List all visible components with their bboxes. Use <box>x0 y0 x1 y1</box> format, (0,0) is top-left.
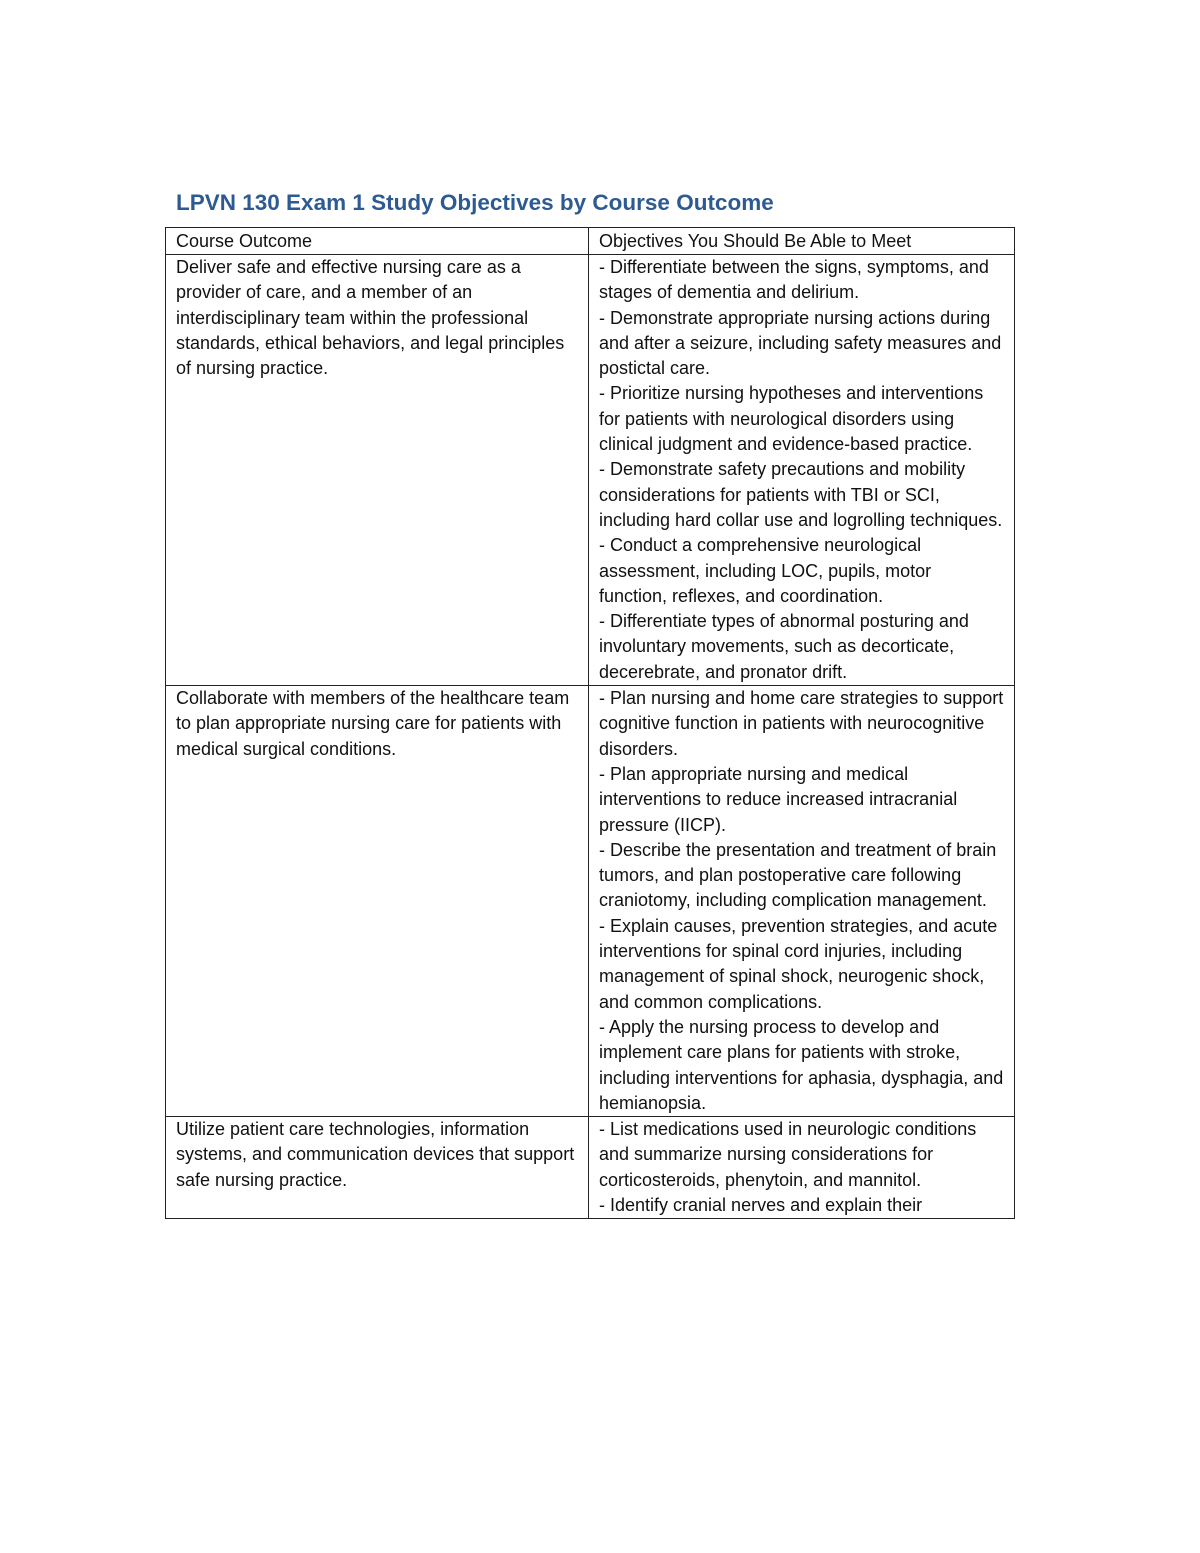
header-course-outcome: Course Outcome <box>166 228 589 255</box>
table-row <box>166 255 1015 686</box>
objective-item: - List medications used in neurologic conditions and summarize nursing considerations for corticosteroids, phenytoin, and mannitol. <box>599 1119 977 1190</box>
objective-item: - Explain causes, prevention strategies, and acute interventions for spinal cord injuries, including management of spinal shock, neurogenic shock, and common complications. <box>599 915 998 1012</box>
outcome-cell: Utilize patient care technologies, information systems, and communication devices that support safe nursing practice. <box>166 1117 589 1219</box>
objectives-cell <box>589 1117 1015 1219</box>
table-row <box>166 686 1015 1117</box>
objective-item: - Prioritize nursing hypotheses and interventions for patients with neurological disorders using clinical judgment and evidence-based practice. <box>599 383 984 455</box>
objective-item: - Demonstrate safety precautions and mobility considerations for patients with TBI or SCI, including hard collar use and logrolling techniques. <box>599 459 1003 530</box>
objectives-cell <box>589 255 1015 686</box>
objective-item: - Plan nursing and home care strategies to support cognitive function in patients with neurocognitive disorders. <box>599 688 1004 759</box>
objective-item: - Demonstrate appropriate nursing actions during and after a seizure, including safety measures and postictal care. <box>599 307 1002 379</box>
objectives-cell <box>589 686 1015 1117</box>
outcome-cell: Collaborate with members of the healthcare team to plan appropriate nursing care for patients with medical surgical conditions. <box>166 686 589 1117</box>
objective-item: - Differentiate between the signs, symptoms, and stages of dementia and delirium. <box>599 257 989 303</box>
table-row <box>166 1117 1015 1219</box>
header-objectives: Objectives You Should Be Able to Meet <box>589 228 1015 255</box>
table-header-row <box>166 228 1015 255</box>
objective-item: - Describe the presentation and treatment of brain tumors, and plan postoperative care following craniotomy, including complication management. <box>599 839 997 911</box>
objective-item: - Conduct a comprehensive neurological assessment, including LOC, pupils, motor function, reflexes, and coordination. <box>599 535 932 606</box>
objectives-table <box>165 227 1015 1219</box>
objective-item: - Apply the nursing process to develop and implement care plans for patients with stroke, including interventions for aphasia, dysphagia, and hemianopsia. <box>599 1016 1004 1113</box>
page-title: LPVN 130 Exam 1 Study Objectives by Course Outcome <box>176 190 774 215</box>
objective-item: - Differentiate types of abnormal posturing and involuntary movements, such as decorticate, decerebrate, and pronator drift. <box>599 611 969 682</box>
objective-item: - Plan appropriate nursing and medical interventions to reduce increased intracranial pressure (IICP). <box>599 763 958 835</box>
outcome-cell: Deliver safe and effective nursing care as a provider of care, and a member of an interdisciplinary team within the professional standards, ethical behaviors, and legal principles of nursing practice. <box>166 255 589 686</box>
objective-item: - Identify cranial nerves and explain their <box>599 1194 923 1215</box>
